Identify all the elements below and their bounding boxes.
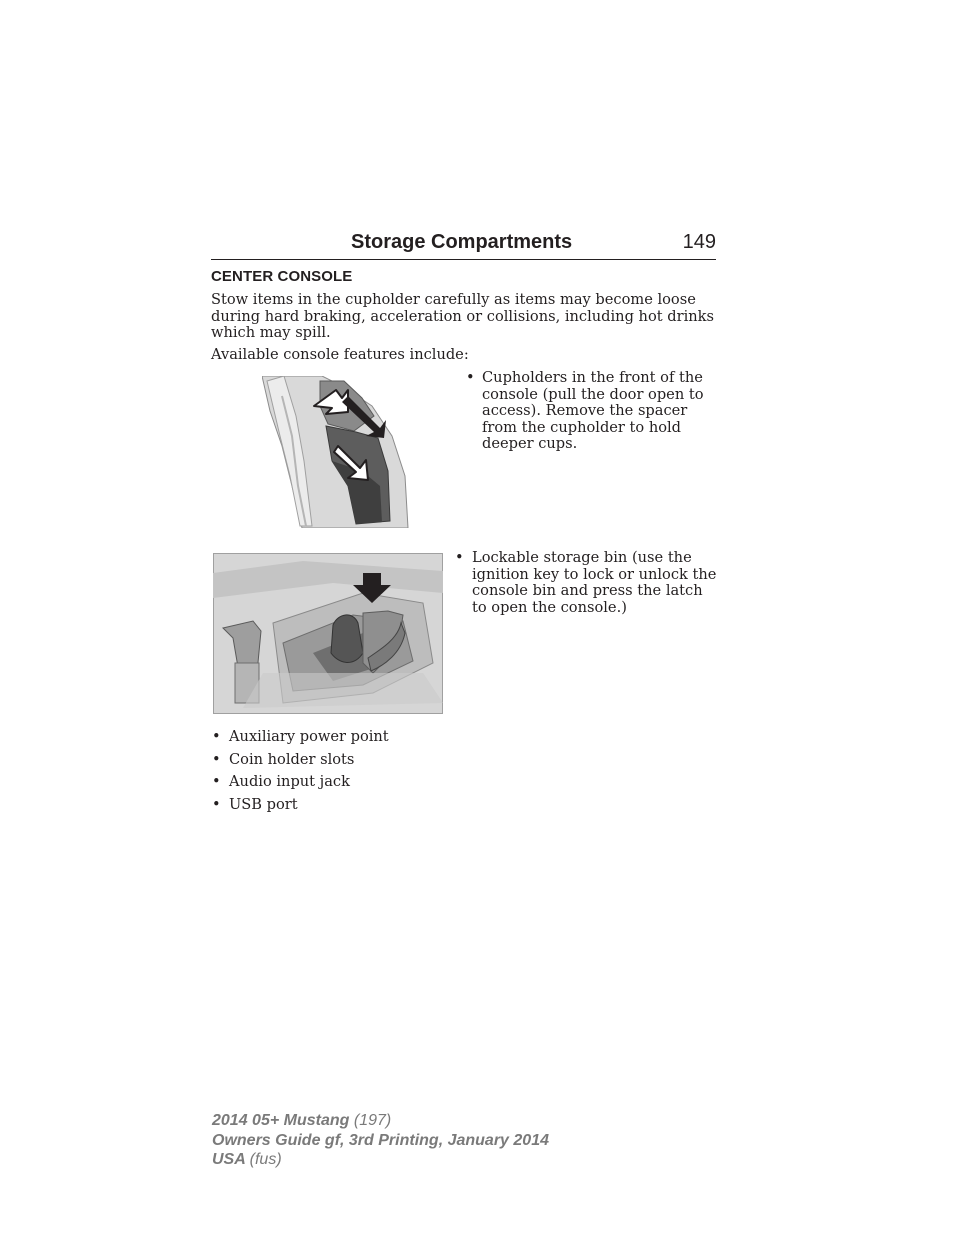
storage-bin-illustration bbox=[213, 553, 443, 714]
bullet-icon: • bbox=[212, 750, 221, 768]
section-heading: CENTER CONSOLE bbox=[211, 268, 353, 285]
cupholder-illustration bbox=[262, 376, 410, 528]
list-item bbox=[212, 752, 389, 775]
footer-model: 2014 05+ Mustang bbox=[212, 1112, 350, 1129]
page-footer bbox=[212, 1111, 549, 1170]
feature-cupholder-text: Cupholders in the front of the console (pull the door open to access). Remove the spacer from the cupholder to hold deeper cups. bbox=[482, 369, 704, 452]
list-item bbox=[212, 797, 389, 820]
footer-line-model bbox=[212, 1111, 549, 1131]
list-item-text: Coin holder slots bbox=[229, 750, 355, 768]
list-item-text: Audio input jack bbox=[229, 773, 350, 791]
footer-market-code: (fus) bbox=[249, 1151, 282, 1168]
list-item bbox=[212, 729, 389, 752]
footer-line-printing: Owners Guide gf, 3rd Printing, January 2014 bbox=[212, 1131, 549, 1149]
bullet-icon: • bbox=[455, 549, 464, 566]
list-item bbox=[212, 774, 389, 797]
bullet-icon: • bbox=[212, 773, 221, 791]
bullet-icon: • bbox=[212, 728, 221, 745]
footer-line-market bbox=[212, 1150, 549, 1170]
list-item-text: USB port bbox=[229, 796, 298, 814]
available-features-paragraph: Available console features include: bbox=[211, 346, 469, 363]
section-title: Storage Compartments bbox=[351, 231, 573, 253]
page-number: 149 bbox=[682, 231, 716, 253]
bullet-icon: • bbox=[212, 796, 221, 814]
feature-storage-bin-text: Lockable storage bin (use the ignition key to lock or unlock the console bin and press the latch to open the console.) bbox=[472, 549, 717, 616]
bullet-icon: • bbox=[466, 369, 475, 386]
footer-market: USA bbox=[212, 1151, 246, 1168]
footer-model-code: (197) bbox=[353, 1112, 392, 1129]
intro-paragraph: Stow items in the cupholder carefully as items may become loose during hard braking, acceleration or collisions, including hot drinks which may spill. bbox=[211, 291, 714, 341]
features-list bbox=[212, 729, 389, 820]
page-header bbox=[211, 229, 716, 260]
list-item-text: Auxiliary power point bbox=[229, 728, 389, 745]
